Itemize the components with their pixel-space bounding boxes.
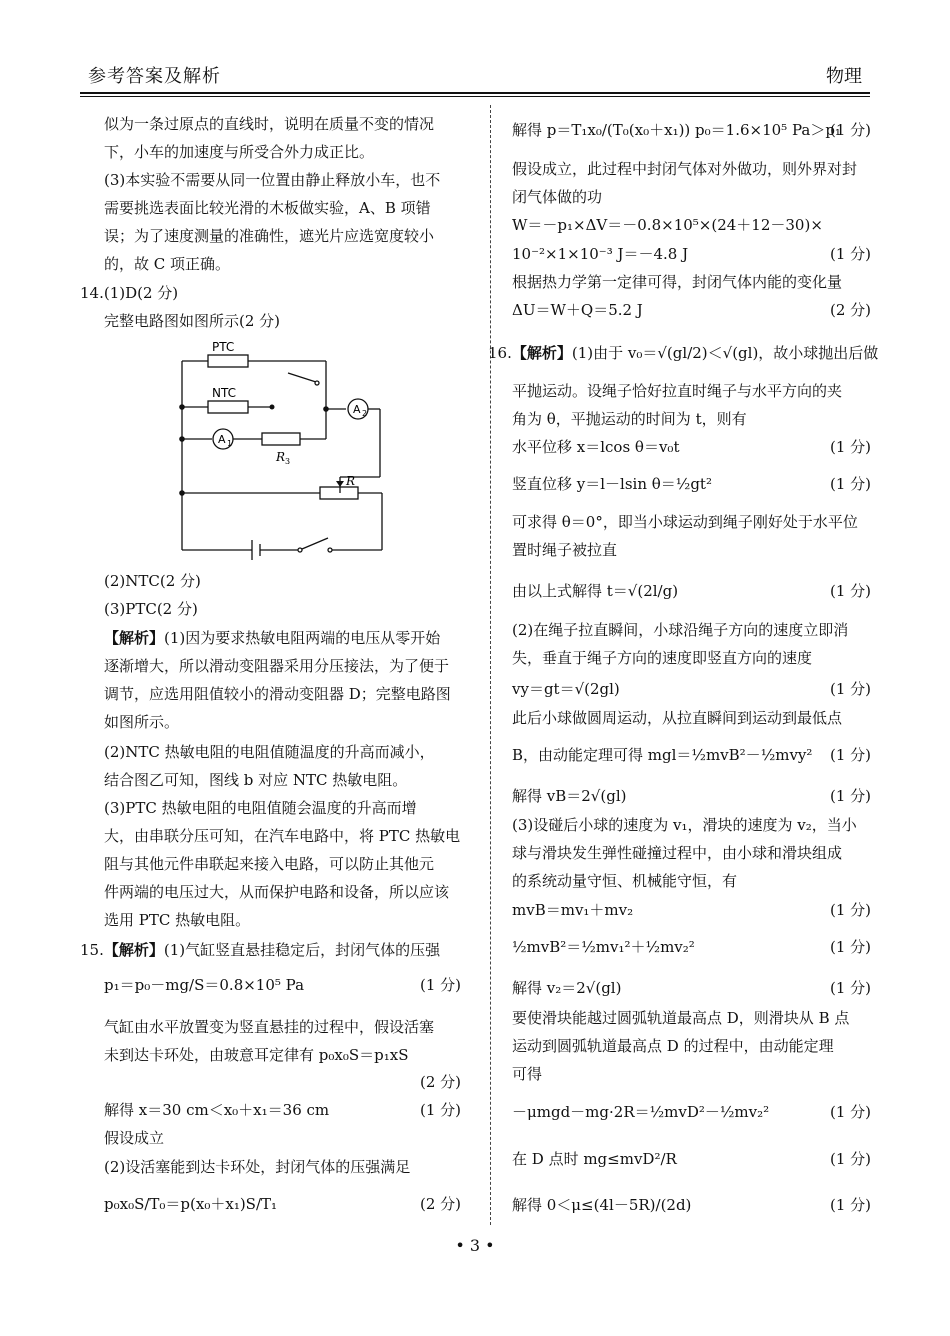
- text-line: (3)PTC(2 分): [104, 600, 198, 618]
- equation: ½mvB²＝½mv₁²＋½mv₂²: [512, 938, 695, 956]
- score: (1 分): [830, 680, 872, 698]
- score: (1 分): [830, 245, 872, 263]
- text-line: 逐渐增大，所以滑动变阻器采用分压接法，为了便于: [104, 657, 450, 675]
- text-line: 下，小车的加速度与所受合外力成正比。: [104, 143, 375, 161]
- page-number: • 3 •: [455, 1236, 495, 1255]
- equation: W＝－p₁×ΔV＝－0.8×10⁵×(24＋12－30)×: [512, 216, 823, 234]
- text-line: (2)NTC(2 分): [104, 572, 201, 590]
- text-line: 闭气体做的功: [512, 188, 603, 206]
- label-a1-sub: 1: [227, 439, 233, 448]
- score: (1 分): [830, 746, 872, 764]
- question-14-header: 14.(1)D(2 分): [80, 284, 179, 302]
- circuit-diagram: [170, 335, 400, 560]
- label-a1: A: [218, 433, 226, 446]
- text-line: (3)PTC 热敏电阻的电阻值随会温度的升高而增: [104, 799, 417, 817]
- text-line: 未到达卡环处，由玻意耳定律有 p₀x₀S＝p₁xS: [104, 1046, 409, 1064]
- text-line: 的系统动量守恒、机械能守恒，有: [512, 872, 738, 890]
- equation: 解得 p＝T₁x₀/(T₀(x₀＋x₁)) p₀＝1.6×10⁵ Pa＞p₁: [512, 121, 841, 139]
- text-line: 气缸由水平放置变为竖直悬挂的过程中，假设活塞: [104, 1018, 435, 1036]
- text-line: (2)设活塞能到达卡环处，封闭气体的压强满足: [104, 1158, 411, 1176]
- text-line: 结合图乙可知，图线 b 对应 NTC 热敏电阻。: [104, 771, 408, 789]
- text-line: 需要挑选表面比较光滑的木板做实验，A、B 项错: [104, 199, 431, 217]
- text-line: 件两端的电压过大，从而保护电路和设备，所以应该: [104, 883, 450, 901]
- equation: 竖直位移 y＝l－lsin θ＝½gt²: [512, 475, 712, 493]
- text-line: 置时绳子被拉直: [512, 541, 618, 559]
- score: (1 分): [830, 582, 872, 600]
- text-line: 可求得 θ＝0°，即当小球运动到绳子刚好处于水平位: [512, 513, 858, 531]
- text-line: 假设成立: [104, 1129, 165, 1147]
- equation: 解得 0＜μ≤(4l－5R)/(2d): [512, 1196, 692, 1214]
- score: (1 分): [830, 438, 872, 456]
- slider-arrow-icon: [336, 481, 344, 487]
- text-line: 阻与其他元件串联起来接入电路，可以防止其他元: [104, 855, 435, 873]
- text-line: 完整电路图如图所示(2 分): [104, 312, 281, 330]
- text-line: 如图所示。: [104, 713, 180, 731]
- text-line: 此后小球做圆周运动，从拉直瞬间到运动到最低点: [512, 709, 843, 727]
- equation: ΔU＝W＋Q＝5.2 J: [512, 301, 643, 319]
- equation: 10⁻²×1×10⁻³ J＝－4.8 J: [512, 245, 689, 263]
- text-line: [104, 628, 440, 648]
- equation: vy＝gt＝√(2gl): [512, 680, 620, 698]
- equation: 解得 x＝30 cm＜x₀＋x₁＝36 cm: [104, 1101, 330, 1119]
- score: (1 分): [830, 1103, 872, 1121]
- label-ntc: NTC: [212, 386, 236, 400]
- equation: 由以上式解得 t＝√(2l/g): [512, 582, 679, 600]
- label-r3: R: [276, 450, 286, 464]
- text-line: 大，由串联分压可知，在汽车电路中，将 PTC 热敏电: [104, 827, 461, 845]
- equation: B，由动能定理可得 mgl＝½mvB²－½mvy²: [512, 746, 813, 764]
- score: (1 分): [830, 1196, 872, 1214]
- equation: 解得 v₂＝2√(gl): [512, 979, 622, 997]
- score: (1 分): [830, 475, 872, 493]
- text-line: 假设成立，此过程中封闭气体对外做功，则外界对封: [512, 160, 858, 178]
- score: (1 分): [830, 938, 872, 956]
- header-title: 参考答案及解析: [88, 66, 221, 87]
- label-r: R: [346, 474, 356, 488]
- text-line: 选用 PTC 热敏电阻。: [104, 911, 251, 929]
- score: (1 分): [830, 787, 872, 805]
- score: (1 分): [420, 1101, 462, 1119]
- score: (2 分): [420, 1195, 462, 1213]
- equation: 水平位移 x＝lcos θ＝v₀t: [512, 438, 680, 456]
- score: (1 分): [420, 976, 462, 994]
- equation: p₀x₀S/T₀＝p(x₀＋x₁)S/T₁: [104, 1195, 278, 1213]
- analysis-tag: 【解析】: [104, 629, 165, 647]
- text-line: (3)本实验不需要从同一位置由静止释放小车，也不: [104, 171, 441, 189]
- label-ptc: PTC: [212, 340, 235, 354]
- score: (1 分): [830, 1150, 872, 1168]
- equation: p₁＝p₀－mg/S＝0.8×10⁵ Pa: [104, 976, 305, 994]
- column-divider: [490, 105, 491, 1225]
- label-a2-sub: 2: [362, 409, 368, 418]
- score: (1 分): [830, 979, 872, 997]
- equation: －μmgd－mg·2R＝½mvD²－½mv₂²: [512, 1103, 770, 1121]
- text-line: 根据热力学第一定律可得，封闭气体内能的变化量: [512, 273, 843, 291]
- score: (2 分): [420, 1073, 462, 1091]
- question-16-header: 16.【解析】(1)由于 v₀＝√(gl/2)＜√(gl)，故小球抛出后做: [488, 344, 879, 362]
- text-line: 的，故 C 项正确。: [104, 255, 231, 273]
- header-rule-thin: [80, 96, 870, 97]
- text-line: 运动到圆弧轨道最高点 D 的过程中，由动能定理: [512, 1037, 834, 1055]
- text-line: 可得: [512, 1065, 543, 1083]
- question-15-header: 15.【解析】(1)气缸竖直悬挂稳定后，封闭气体的压强: [80, 941, 441, 959]
- text-line: 要使滑块能越过圆弧轨道最高点 D，则滑块从 B 点: [512, 1009, 850, 1027]
- header-rule-thick: [80, 92, 870, 94]
- equation: 在 D 点时 mg≤mvD²/R: [512, 1150, 677, 1168]
- label-r3-sub: 3: [285, 457, 291, 466]
- text-line: 调节，应选用阻值较小的滑动变阻器 D；完整电路图: [104, 685, 451, 703]
- equation: mvB＝mv₁＋mv₂: [512, 901, 634, 919]
- text-line: (2)NTC 热敏电阻的电阻值随温度的升高而减小，: [104, 743, 435, 761]
- analysis-text: (1)因为要求热敏电阻两端的电压从零开始: [164, 629, 441, 647]
- text-line: 平抛运动。设绳子恰好拉直时绳子与水平方向的夹: [512, 382, 843, 400]
- text-line: (2)在绳子拉直瞬间，小球沿绳子方向的速度立即消: [512, 621, 849, 639]
- text-line: 角为 θ，平抛运动的时间为 t，则有: [512, 410, 747, 428]
- header-subject: 物理: [826, 66, 862, 87]
- text-line: 球与滑块发生弹性碰撞过程中，由小球和滑块组成: [512, 844, 843, 862]
- text-line: (3)设碰后小球的速度为 v₁，滑块的速度为 v₂，当小: [512, 816, 857, 834]
- text-line: 误；为了速度测量的准确性，遮光片应选宽度较小: [104, 227, 435, 245]
- score: (1 分): [830, 901, 872, 919]
- score: (2 分): [830, 301, 872, 319]
- equation: 解得 vB＝2√(gl): [512, 787, 627, 805]
- text-line: 似为一条过原点的直线时，说明在质量不变的情况: [104, 115, 435, 133]
- score: (1 分): [830, 121, 872, 139]
- label-a2: A: [353, 403, 361, 416]
- text-line: 失，垂直于绳子方向的速度即竖直方向的速度: [512, 649, 813, 667]
